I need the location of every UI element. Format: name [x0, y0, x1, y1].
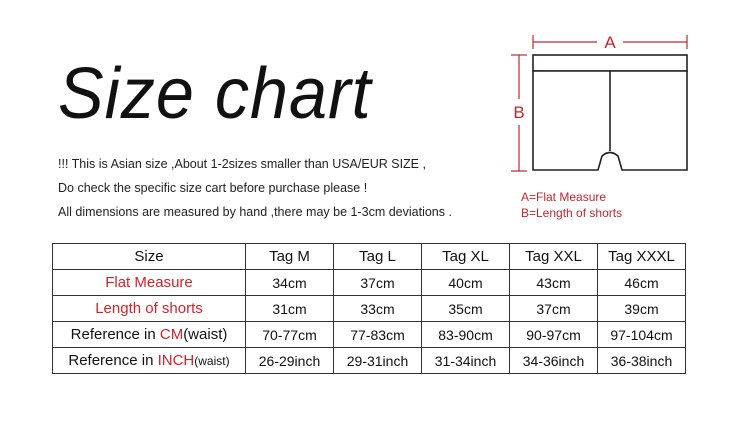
- table-cell: 37cm: [334, 270, 422, 296]
- table-cell: 70-77cm: [246, 322, 334, 348]
- table-cell: 36-38inch: [598, 348, 686, 374]
- table-cell: 97-104cm: [598, 322, 686, 348]
- table-cell: 26-29inch: [246, 348, 334, 374]
- row-label-prefix: Reference in: [70, 326, 160, 343]
- page-title: Size chart: [58, 54, 372, 134]
- size-table: [52, 243, 686, 374]
- shorts-outline: [533, 55, 687, 170]
- row-label-unit: INCH: [157, 352, 195, 369]
- table-cell: 77-83cm: [334, 322, 422, 348]
- legend-b: B=Length of shorts: [521, 206, 623, 220]
- row-label: [53, 322, 246, 348]
- row-label: [53, 348, 246, 374]
- table-cell: 34-36inch: [510, 348, 598, 374]
- table-cell: 31-34inch: [422, 348, 510, 374]
- header-tag: Tag XL: [422, 244, 510, 270]
- note-line: Do check the specific size cart before purchase please !: [58, 181, 368, 195]
- table-cell: 35cm: [422, 296, 510, 322]
- note-line: !!! This is Asian size ,About 1-2sizes smaller than USA/EUR SIZE ,: [58, 157, 426, 171]
- row-label: Length of shorts: [53, 296, 246, 322]
- table-cell: 39cm: [598, 296, 686, 322]
- table-row: [53, 348, 686, 374]
- header-tag: Tag L: [334, 244, 422, 270]
- table-cell: 40cm: [422, 270, 510, 296]
- table-cell: 31cm: [246, 296, 334, 322]
- diagram-legend: [521, 189, 622, 221]
- table-cell: 34cm: [246, 270, 334, 296]
- table-row: [53, 270, 686, 296]
- table-cell: 29-31inch: [334, 348, 422, 374]
- header-tag: Tag M: [246, 244, 334, 270]
- row-label-suffix: (waist): [194, 354, 230, 368]
- label-a: A: [604, 33, 616, 52]
- table-header-row: [53, 244, 686, 270]
- note-line: All dimensions are measured by hand ,there may be 1-3cm deviations .: [58, 205, 452, 219]
- legend-a: A=Flat Measure: [521, 190, 607, 204]
- table-cell: 43cm: [510, 270, 598, 296]
- table-cell: 33cm: [334, 296, 422, 322]
- table-cell: 83-90cm: [422, 322, 510, 348]
- table-row: [53, 322, 686, 348]
- header-tag: Tag XXL: [510, 244, 598, 270]
- header-tag: Tag XXXL: [598, 244, 686, 270]
- row-label-prefix: Reference in: [68, 352, 158, 369]
- row-label: Flat Measure: [53, 270, 246, 296]
- label-b: B: [513, 103, 525, 122]
- header-size: Size: [53, 244, 246, 270]
- table-cell: 37cm: [510, 296, 598, 322]
- table-cell: 46cm: [598, 270, 686, 296]
- table-cell: 90-97cm: [510, 322, 598, 348]
- row-label-unit: CM: [159, 326, 184, 343]
- size-notes: [58, 152, 452, 224]
- table-row: [53, 296, 686, 322]
- row-label-suffix: (waist): [183, 326, 228, 343]
